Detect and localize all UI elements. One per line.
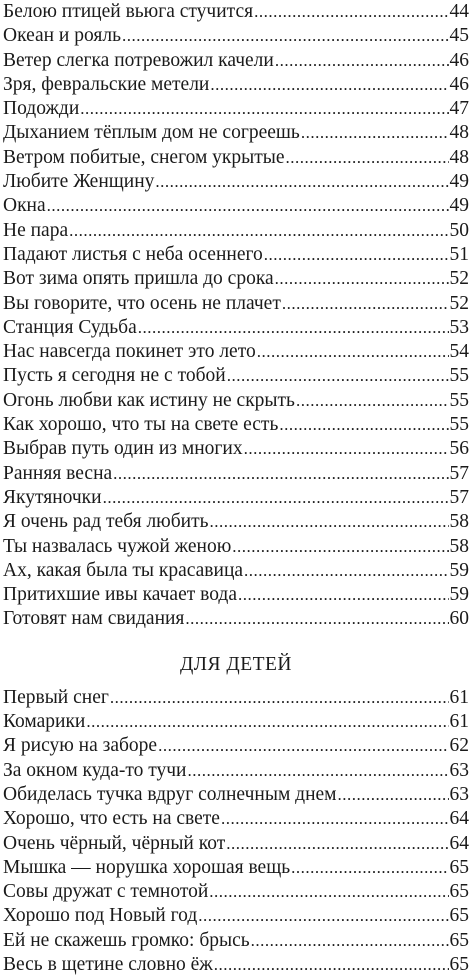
toc-entry-title: Подожди — [3, 97, 79, 121]
toc-dot-leader — [210, 510, 449, 534]
toc-entry-title: Ранняя весна — [3, 462, 112, 486]
toc-dot-leader — [103, 486, 449, 510]
toc-dot-leader — [86, 710, 448, 734]
toc-dot-leader — [69, 219, 448, 243]
toc-entry-title: Окна — [3, 194, 46, 218]
toc-entry-title: Хорошо под Новый год — [3, 904, 197, 928]
toc-dot-leader — [138, 316, 449, 340]
toc-entry — [3, 929, 469, 953]
toc-dot-leader — [158, 734, 448, 758]
toc-entry-page-number: 48 — [450, 146, 469, 170]
toc-dot-leader — [282, 292, 449, 316]
toc-entry-page-number: 55 — [450, 389, 469, 413]
toc-dot-leader — [122, 24, 449, 48]
toc-entry-page-number: 57 — [450, 486, 469, 510]
toc-entry-page-number: 63 — [450, 759, 469, 783]
toc-entry-page-number: 65 — [450, 953, 469, 977]
toc-entry — [3, 856, 469, 880]
toc-dot-leader — [244, 437, 449, 461]
toc-entry-page-number: 60 — [450, 607, 469, 631]
toc-entry-title: Выбрав путь один из многих — [3, 437, 243, 461]
toc-dot-leader — [198, 904, 448, 928]
toc-entry-title: Первый снег — [3, 686, 109, 710]
toc-dot-leader — [275, 267, 449, 291]
toc-dot-leader — [264, 243, 449, 267]
toc-entry — [3, 462, 469, 486]
toc-entry-page-number: 59 — [450, 559, 469, 583]
toc-entry-title: Пусть я сегодня не с тобой — [3, 364, 226, 388]
toc-entry — [3, 49, 469, 73]
toc-entry-title: Хорошо, что есть на свете — [3, 807, 220, 831]
toc-entry — [3, 170, 469, 194]
toc-entry-title: Ветер слегка потревожил качели — [3, 49, 274, 73]
toc-entry-page-number: 57 — [450, 462, 469, 486]
toc-entry — [3, 437, 469, 461]
toc-entry-title: Ах, какая была ты красавица — [3, 559, 243, 583]
toc-entry — [3, 316, 469, 340]
toc-entry-title: Обиделась тучка вдруг солнечным днем — [3, 783, 337, 807]
toc-entry — [3, 535, 469, 559]
toc-entry-page-number: 52 — [450, 267, 469, 291]
toc-entry — [3, 121, 469, 145]
toc-entry-page-number: 65 — [450, 880, 469, 904]
toc-dot-leader — [221, 807, 449, 831]
toc-entry-page-number: 59 — [450, 583, 469, 607]
toc-entry-title: Станция Судьба — [3, 316, 137, 340]
toc-dot-leader — [209, 880, 448, 904]
toc-entry-title: Очень чёрный, чёрный кот — [3, 832, 225, 856]
toc-entry-title: Огонь любви как истину не скрыть — [3, 389, 295, 413]
toc-entry-title: Ты назвалась чужой женою — [3, 535, 231, 559]
toc-entry — [3, 243, 469, 267]
toc-entry-page-number: 46 — [450, 49, 469, 73]
toc-entry-title: Океан и рояль — [3, 24, 121, 48]
toc-entry — [3, 340, 469, 364]
toc-dot-leader — [279, 413, 448, 437]
toc-entry-page-number: 48 — [450, 121, 469, 145]
toc-entry-page-number: 54 — [450, 340, 469, 364]
toc-entry-title: Любите Женщину — [3, 170, 154, 194]
toc-dot-leader — [110, 686, 449, 710]
toc-entry — [3, 267, 469, 291]
toc-entry-page-number: 61 — [450, 686, 469, 710]
toc-dot-leader — [251, 929, 449, 953]
toc-dot-leader — [80, 97, 448, 121]
toc-dot-leader — [185, 607, 448, 631]
toc-dot-leader — [214, 953, 449, 977]
toc-entry-title: За окном куда-то тучи — [3, 759, 187, 783]
toc-entry-title: Готовят нам свидания — [3, 607, 184, 631]
toc-entry-title: Весь в щетине словно ёж — [3, 953, 213, 977]
toc-entry — [3, 904, 469, 928]
toc-entry-page-number: 44 — [450, 0, 469, 24]
toc-entry-title: Притихшие ивы качает вода — [3, 583, 237, 607]
toc-entry — [3, 73, 469, 97]
toc-entry-title: Дыханием тёплым дом не согреешь — [3, 121, 300, 145]
table-of-contents-page — [3, 0, 469, 977]
toc-entry-title: Белою птицей вьюга стучится — [3, 0, 253, 24]
toc-entry — [3, 734, 469, 758]
toc-entry-page-number: 61 — [450, 710, 469, 734]
toc-entry-page-number: 47 — [450, 97, 469, 121]
toc-entry-page-number: 62 — [450, 734, 469, 758]
toc-entry-page-number: 65 — [450, 929, 469, 953]
toc-dot-leader — [291, 856, 448, 880]
toc-entry-page-number: 51 — [450, 243, 469, 267]
toc-entry — [3, 559, 469, 583]
toc-entry — [3, 146, 469, 170]
toc-entry — [3, 510, 469, 534]
toc-list-for-children — [3, 686, 469, 977]
toc-entry-page-number: 58 — [450, 535, 469, 559]
toc-entry — [3, 607, 469, 631]
toc-dot-leader — [301, 121, 449, 145]
toc-dot-leader — [238, 583, 449, 607]
toc-dot-leader — [226, 832, 448, 856]
toc-entry-title: Ей не скажешь громко: брысь — [3, 929, 250, 953]
toc-entry — [3, 0, 469, 24]
toc-entry — [3, 97, 469, 121]
toc-entry-title: Падают листья с неба осеннего — [3, 243, 263, 267]
toc-entry-title: Как хорошо, что ты на свете есть — [3, 413, 278, 437]
toc-dot-leader — [155, 170, 448, 194]
toc-entry — [3, 686, 469, 710]
toc-dot-leader — [188, 759, 449, 783]
toc-entry-title: Мышка — норушка хорошая вещь — [3, 856, 290, 880]
toc-dot-leader — [47, 194, 449, 218]
toc-dot-leader — [113, 462, 448, 486]
toc-entry-title: Вы говорите, что осень не плачет — [3, 292, 281, 316]
toc-entry-page-number: 53 — [450, 316, 469, 340]
toc-entry-title: Я рисую на заборе — [3, 734, 157, 758]
toc-entry-page-number: 46 — [450, 73, 469, 97]
toc-entry-page-number: 49 — [450, 170, 469, 194]
toc-entry-page-number: 52 — [450, 292, 469, 316]
toc-entry — [3, 219, 469, 243]
toc-entry — [3, 413, 469, 437]
toc-dot-leader — [244, 559, 448, 583]
toc-entry-title: Зря, февральские метели — [3, 73, 209, 97]
toc-dot-leader — [338, 783, 449, 807]
toc-entry-page-number: 56 — [450, 437, 469, 461]
toc-entry-page-number: 49 — [450, 194, 469, 218]
toc-entry — [3, 389, 469, 413]
toc-dot-leader — [296, 389, 449, 413]
toc-entry — [3, 783, 469, 807]
toc-entry-page-number: 65 — [450, 904, 469, 928]
toc-entry — [3, 292, 469, 316]
toc-entry-title: Я очень рад тебя любить — [3, 510, 209, 534]
toc-entry-page-number: 63 — [450, 783, 469, 807]
toc-list-main — [3, 0, 469, 632]
toc-dot-leader — [227, 364, 449, 388]
toc-dot-leader — [254, 0, 448, 24]
toc-entry — [3, 364, 469, 388]
toc-entry — [3, 807, 469, 831]
toc-entry-page-number: 55 — [450, 413, 469, 437]
toc-dot-leader — [286, 146, 449, 170]
toc-dot-leader — [210, 73, 448, 97]
toc-entry — [3, 832, 469, 856]
toc-entry — [3, 194, 469, 218]
toc-entry-page-number: 58 — [450, 510, 469, 534]
toc-entry — [3, 880, 469, 904]
toc-entry-title: Совы дружат с темнотой — [3, 880, 208, 904]
toc-entry-title: Нас навсегда покинет это лето — [3, 340, 256, 364]
toc-entry-page-number: 65 — [450, 856, 469, 880]
toc-entry-title: Не пара — [3, 219, 68, 243]
toc-dot-leader — [257, 340, 449, 364]
toc-entry — [3, 953, 469, 977]
toc-entry-page-number: 50 — [450, 219, 469, 243]
toc-entry-page-number: 64 — [450, 832, 469, 856]
toc-entry — [3, 486, 469, 510]
toc-entry-title: Вот зима опять пришла до срока — [3, 267, 274, 291]
toc-entry-page-number: 64 — [450, 807, 469, 831]
toc-entry — [3, 710, 469, 734]
section-heading-for-children: ДЛЯ ДЕТЕЙ — [3, 632, 469, 686]
toc-dot-leader — [275, 49, 449, 73]
toc-entry — [3, 24, 469, 48]
toc-entry-title: Якутяночки — [3, 486, 102, 510]
toc-entry-page-number: 45 — [450, 24, 469, 48]
toc-entry — [3, 583, 469, 607]
toc-entry-title: Комарики — [3, 710, 85, 734]
toc-entry-page-number: 55 — [450, 364, 469, 388]
toc-dot-leader — [232, 535, 448, 559]
toc-entry-title: Ветром побитые, снегом укрытые — [3, 146, 285, 170]
toc-entry — [3, 759, 469, 783]
